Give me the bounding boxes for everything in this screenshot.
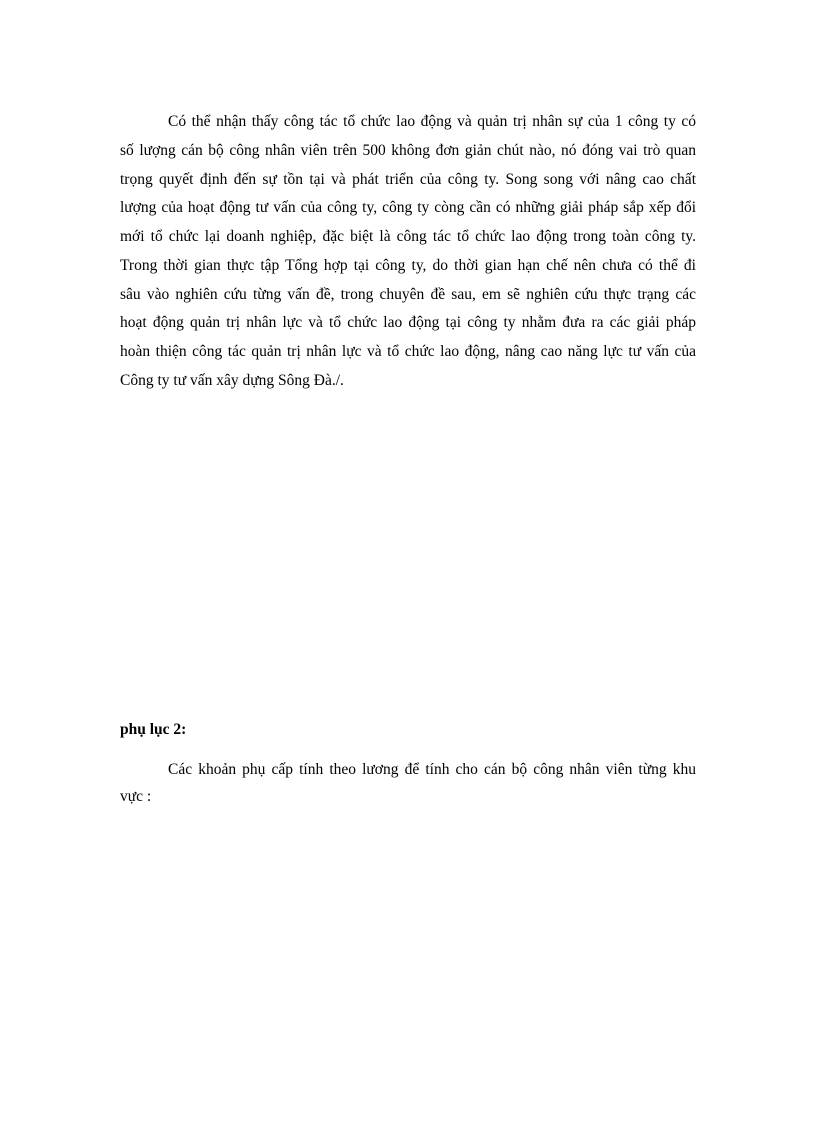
paragraph-line: Có thể nhận thấy công tác tổ chức lao động và quản trị nhân sự của 1 công ty có bbox=[168, 113, 696, 130]
paragraph-line: Công ty tư vấn xây dựng Sông Đà./. bbox=[120, 371, 344, 389]
paragraph-line: hoạt động quản trị nhân lực và tổ chức lao động tại công ty nhằm đưa ra các giải pháp bbox=[120, 314, 696, 332]
paragraph-line: mới tổ chức lại doanh nghiệp, đặc biệt là công tác tổ chức lao động trong toàn công ty. bbox=[120, 228, 696, 245]
paragraph-line: lượng của hoạt động tư vấn của công ty, công ty còng cần có những giải pháp sắp xếp đổi bbox=[120, 199, 696, 217]
paragraph-line: hoàn thiện công tác quản trị nhân lực và tổ chức lao động, nâng cao năng lực tư vấn của bbox=[120, 343, 696, 360]
paragraph-line: trọng quyết định đến sự tồn tại và phát triển của công ty. Song song với nâng cao chất bbox=[120, 170, 696, 188]
paragraph-line: vực : bbox=[120, 788, 152, 805]
intro-paragraph bbox=[120, 108, 696, 396]
paragraph-line: Các khoản phụ cấp tính theo lương để tính cho cán bộ công nhân viên từng khu bbox=[168, 761, 696, 778]
appendix-heading: phụ lục 2: bbox=[120, 721, 187, 738]
appendix-paragraph bbox=[120, 756, 696, 810]
paragraph-line: sâu vào nghiên cứu từng vấn đề, trong chuyên đề sau, em sẽ nghiên cứu thực trạng các bbox=[120, 285, 696, 303]
paragraph-line: Trong thời gian thực tập Tổng hợp tại công ty, do thời gian hạn chế nên chưa có thể đi bbox=[120, 256, 696, 274]
paragraph-line: số lượng cán bộ công nhân viên trên 500 không đơn giản chút nào, nó đóng vai trò quan bbox=[120, 141, 696, 159]
